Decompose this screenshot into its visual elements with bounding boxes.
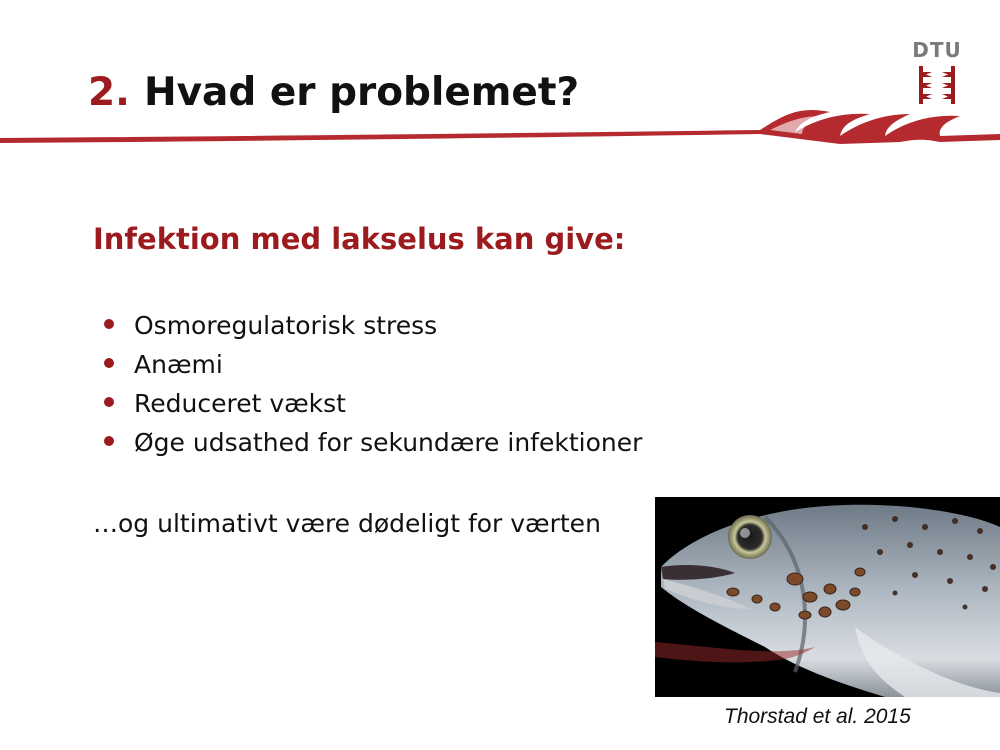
photo-caption: Thorstad et al. 2015 — [724, 705, 911, 728]
bullet-text: Øge udsathed for sekundære infektioner — [134, 428, 643, 457]
title-text: Hvad er problemet? — [143, 70, 580, 115]
salmon-illustration — [655, 497, 1000, 697]
slide-title — [88, 70, 579, 115]
dtu-logo-text: DTU — [912, 38, 962, 62]
dtu-logo-mark-icon — [912, 38, 962, 108]
closing-text: …og ultimativt være dødeligt for værten — [93, 509, 601, 538]
list-item — [100, 384, 642, 423]
salmon-with-lice-photo — [655, 497, 1000, 697]
bullet-text: Anæmi — [134, 350, 223, 379]
bullet-icon — [104, 436, 114, 446]
bullet-icon — [104, 397, 114, 407]
dtu-logo — [912, 38, 962, 108]
bullet-icon — [104, 319, 114, 329]
bullet-icon — [104, 358, 114, 368]
list-item — [100, 345, 642, 384]
bullet-list — [100, 306, 642, 462]
list-item — [100, 306, 642, 345]
title-number: 2. — [88, 70, 130, 115]
list-item — [100, 423, 642, 462]
header-wave-line — [0, 110, 1000, 150]
bullet-text: Osmoregulatorisk stress — [134, 311, 438, 340]
slide-subtitle: Infektion med lakselus kan give: — [93, 222, 626, 256]
bullet-text: Reduceret vækst — [134, 389, 346, 418]
